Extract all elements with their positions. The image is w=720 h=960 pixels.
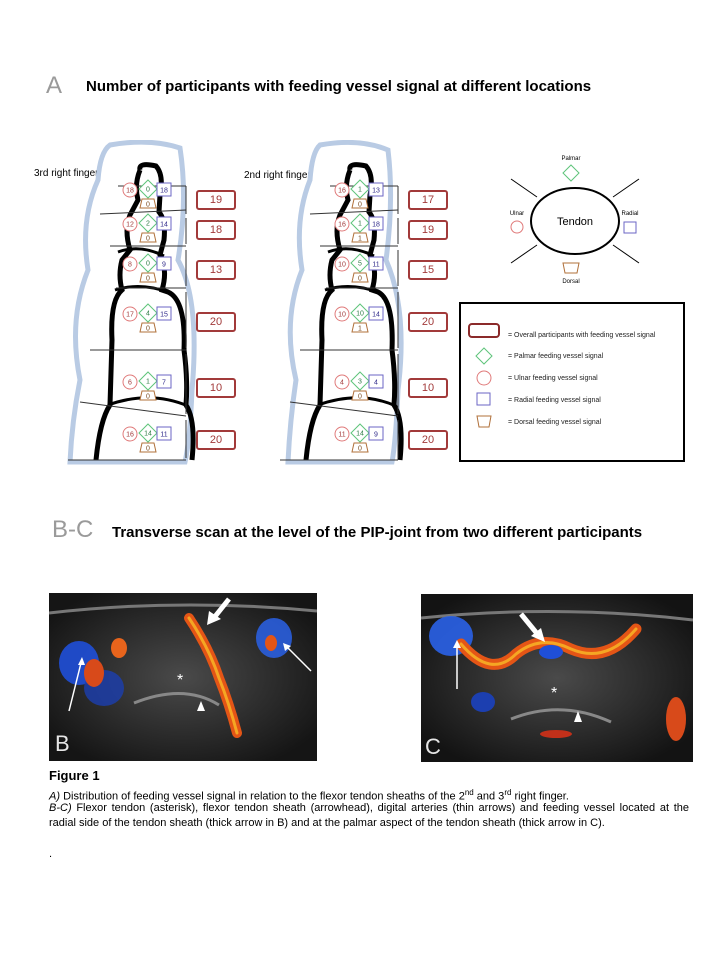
finger2-radial-value-5: 4 [374,379,378,387]
caption-a-sup2: rd [504,788,512,797]
dorsal-label: Dorsal [562,279,580,285]
finger3-dorsal-value-3: 0 [146,275,150,283]
finger3-label: 3rd right finger [34,168,99,179]
finger3-total-1: 19 [196,190,236,210]
finger2-radial-value-6: 9 [374,431,378,439]
finger2-radial-value-3: 11 [372,261,380,269]
panel-a-title: Number of participants with feeding vessel signal at different locations [86,78,592,95]
legend-palmar-text: = Palmar feeding vessel signal [508,353,604,360]
finger2-palmar-value-3: 5 [358,260,362,268]
finger3-ulnar-value-3: 8 [128,261,132,269]
legend-dorsal-text: = Dorsal feeding vessel signal [508,419,602,426]
finger2-dorsal-value-4: 1 [358,325,362,333]
finger3-palmar-value-3: 0 [146,260,150,268]
finger3-total-5: 10 [196,378,236,398]
finger2-dorsal-value-6: 0 [358,445,362,453]
image-c-letter: C [425,734,441,759]
finger2-total-3: 15 [408,260,448,280]
finger2-dorsal-value-1: 0 [358,201,362,209]
legend-ulnar-text: = Ulnar feeding vessel signal [508,375,598,382]
ultrasound-image-b [49,593,317,761]
caption-bc-text: Flexor tendon (asterisk), flexor tendon sheath (arrowhead), digital arteries (thin arrows) and feeding vessel located at the radial side of the tendon sheath (thick arrow in B) and at the palmar aspect of the tendon sheath (thick arrow in C). [49,802,689,829]
finger3-ulnar-value-1: 18 [126,187,134,195]
finger2-ulnar-value-1: 16 [338,187,346,195]
finger2-label: 2nd right finger [244,170,311,181]
caption-a-text: Distribution of feeding vessel signal in relation to the flexor tendon sheaths of the 2 [63,790,465,803]
finger3-ulnar-value-6: 16 [126,431,134,439]
caption-a-label: A) [49,790,60,803]
finger2-ulnar-value-6: 11 [338,431,346,439]
tendon-label: Tendon [556,216,594,228]
finger2-palmar-value-4: 10 [356,310,364,318]
finger2-palmar-value-5: 3 [358,378,362,386]
finger3-radial-value-4: 15 [160,311,168,319]
finger3-dorsal-value-1: 0 [146,201,150,209]
finger2-ulnar-value-2: 16 [338,221,346,229]
finger2-palmar-value-6: 14 [356,430,364,438]
finger3-dorsal-value-2: 0 [146,235,150,243]
panel-bc-letter: B-C [52,516,94,543]
finger3-total-3: 13 [196,260,236,280]
finger2-total-2: 19 [408,220,448,240]
finger3-palmar-value-5: 1 [146,378,150,386]
finger3-total-4: 20 [196,312,236,332]
finger3-ulnar-value-5: 6 [128,379,132,387]
finger3-palmar-value-6: 14 [144,430,152,438]
finger2-total-5: 10 [408,378,448,398]
legend-ulnar-icon [477,371,491,385]
image-b-letter: B [55,731,70,756]
finger3-total-2: 18 [196,220,236,240]
finger3-palmar-value-2: 2 [146,220,150,228]
finger3-palmar-value-1: 0 [146,186,150,194]
asterisk-marker: * [551,685,558,702]
finger2-ulnar-value-5: 4 [340,379,344,387]
finger2-radial-value-2: 18 [372,221,380,229]
finger2-radial-value-4: 14 [372,311,380,319]
finger3-dorsal-value-6: 0 [146,445,150,453]
caption-a-end: right finger. [511,790,569,803]
ulnar-label: Ulnar [509,211,525,217]
caption-bc [49,801,689,831]
finger2-palmar-value-1: 1 [358,186,362,194]
ulnar-circle-icon [511,221,523,233]
figure-heading: Figure 1 [49,768,100,783]
asterisk-marker: * [177,672,184,689]
caption-bc-label: B-C) [49,802,72,814]
tendon-diagram [495,145,655,295]
panel-a-letter: A [46,72,63,99]
caption-a-mid: and 3 [473,790,505,803]
finger3-ulnar-value-4: 17 [126,311,134,319]
ultrasound-image-c [421,594,693,762]
finger3-radial-value-5: 7 [162,379,166,387]
caption-a-sup1: nd [464,788,474,797]
finger3-radial-value-3: 9 [162,261,166,269]
finger3-dorsal-value-4: 0 [146,325,150,333]
finger3-ulnar-value-2: 12 [126,221,134,229]
finger2-ulnar-value-4: 10 [338,311,346,319]
panel-bc-title: Transverse scan at the level of the PIP-joint from two different participants [112,524,643,541]
finger2-palmar-value-2: 1 [358,220,362,228]
finger2-dorsal-value-2: 1 [358,235,362,243]
finger2-radial-value-1: 13 [372,187,380,195]
legend-radial-text: = Radial feeding vessel signal [508,397,601,404]
legend-radial-icon [477,393,490,405]
finger3-total-6: 20 [196,430,236,450]
legend-overall-text: = Overall participants with feeding vessel signal [508,332,656,339]
legend-palmar-icon [476,348,492,364]
radial-square-icon [624,222,636,233]
legend-symbols [466,318,504,436]
dorsal-trapezoid-icon [563,263,579,273]
finger2-total-4: 20 [408,312,448,332]
finger2-dorsal-value-3: 0 [358,275,362,283]
finger3-palmar-value-4: 4 [146,310,150,318]
finger3-dorsal-value-5: 0 [146,393,150,401]
palmar-label: Palmar [561,156,581,162]
radial-label: Radial [621,211,639,217]
finger2-total-1: 17 [408,190,448,210]
finger2-ulnar-value-3: 10 [338,261,346,269]
caption-trailing: . [49,848,53,860]
finger3-radial-value-2: 14 [160,221,168,229]
finger3-radial-value-1: 18 [160,187,168,195]
finger3-radial-value-6: 11 [160,431,168,439]
palmar-diamond-icon [563,165,579,181]
legend-dorsal-icon [477,416,491,427]
finger2-dorsal-value-5: 0 [358,393,362,401]
legend-overall-icon [469,324,499,337]
finger2-total-6: 20 [408,430,448,450]
